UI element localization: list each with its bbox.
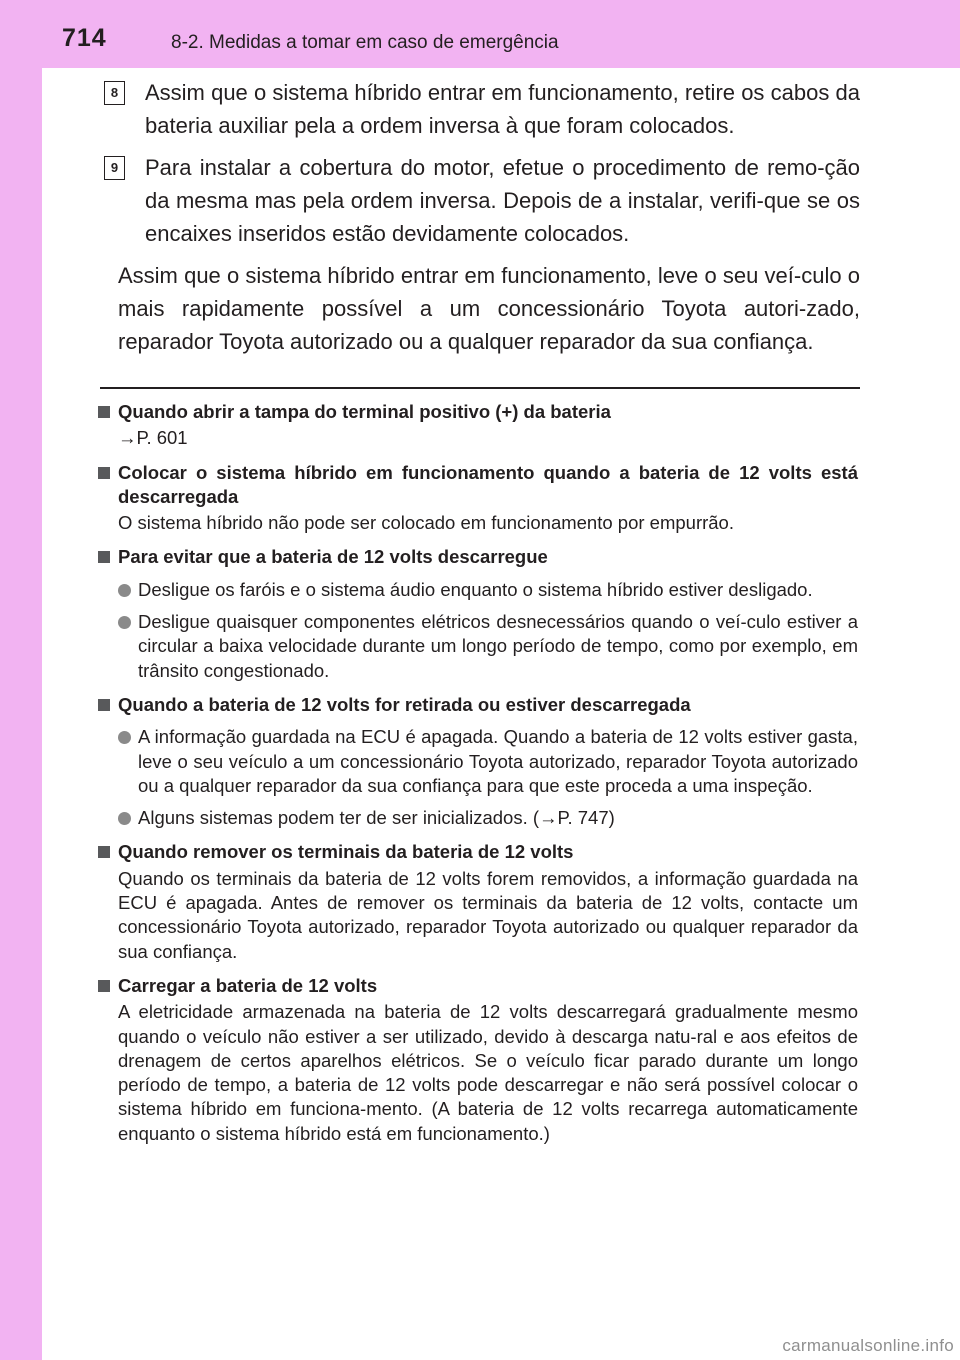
note-battery-terminal-cover: [98, 400, 858, 451]
step-number-box: 8: [104, 81, 125, 105]
left-color-band: [0, 0, 42, 1360]
procedure-steps: [104, 76, 860, 358]
section-divider: [100, 387, 860, 389]
note-body: Quando os terminais da bateria de 12 volts forem removidos, a informação guardada na ECU é apagada. Antes de remover os terminais da bateria de 12 volts, contacte um concessionário Toyota autorizado, reparador Toyota autorizado ou qualquer reparador da sua confiança.: [118, 867, 858, 962]
square-bullet-icon: [98, 551, 110, 563]
step-text: Para instalar a cobertura do motor, efetue o procedimento de remo-ção da mesma mas pela ordem inversa. Depois de a instalar, verifi-que se os encaixes inseridos estão devidamente colocados.: [145, 155, 860, 246]
round-bullet-icon: [118, 812, 131, 825]
note-title: Quando a bateria de 12 volts for retirada ou estiver descarregada: [118, 693, 691, 715]
note-body: O sistema híbrido não pode ser colocado em funcionamento por empurrão.: [118, 512, 734, 534]
bullet-item: Desligue os faróis e o sistema áudio enquanto o sistema híbrido estiver desligado.: [98, 578, 858, 602]
bullet-item: Alguns sistemas podem ter de ser inicializados. (→P. 747): [98, 806, 858, 830]
step-number-box: 9: [104, 156, 125, 180]
page-number: 714: [62, 24, 107, 52]
square-bullet-icon: [98, 699, 110, 711]
bullet-item: A informação guardada na ECU é apagada. Quando a bateria de 12 volts estiver gasta, leve o seu veículo a um concessionário Toyota autorizado, reparador Toyota autorizado ou a qualquer reparador da sua confiança para que este proceda a uma inspeção.: [98, 725, 858, 798]
note-battery-removed: [98, 693, 858, 830]
note-start-discharged: [98, 461, 858, 536]
note-remove-terminals: [98, 840, 858, 963]
note-title: Quando remover os terminais da bateria de 12 volts: [118, 841, 574, 863]
square-bullet-icon: [98, 846, 110, 858]
note-title: Quando abrir a tampa do terminal positivo (+) da bateria: [118, 401, 611, 422]
note-title: Para evitar que a bateria de 12 volts descarregue: [118, 546, 548, 568]
square-bullet-icon: [98, 980, 110, 992]
round-bullet-icon: [118, 616, 131, 629]
step-9: [104, 151, 860, 250]
closing-paragraph: Assim que o sistema híbrido entrar em funcionamento, leve o seu veí-culo o mais rapidamente possível a um concessionário Toyota autori-zado, reparador Toyota autorizado ou a qualquer reparador da sua confiança.: [118, 263, 860, 354]
note-prevent-discharge: [98, 545, 858, 682]
square-bullet-icon: [98, 467, 110, 479]
round-bullet-icon: [118, 731, 131, 744]
square-bullet-icon: [98, 406, 110, 418]
watermark: carmanualsonline.info: [782, 1336, 954, 1355]
step-text: Assim que o sistema híbrido entrar em funcionamento, retire os cabos da bateria auxiliar pela a ordem inversa à que foram colocados.: [145, 80, 860, 138]
step-8: [104, 76, 860, 142]
note-title: Carregar a bateria de 12 volts: [118, 974, 378, 996]
note-body: A eletricidade armazenada na bateria de 12 volts descarregará gradualmente mesmo quando o veículo não estiver a ser utilizado, devido à descarga natu-ral e aos efeitos de drenagem de certos aparelhos elétricos. Se o veículo ficar parado durante um longo período de tempo, a bateria de 12 volts pode descarregar e não será possível colocar o sistema híbrido em funciona-mento. (A bateria de 12 volts recarrega automaticamente enquanto o sistema híbrido está em funcionamento.): [118, 1001, 858, 1144]
note-page-reference: →P. 601: [118, 427, 188, 449]
round-bullet-icon: [118, 584, 131, 597]
section-title: 8-2. Medidas a tomar em caso de emergência: [171, 32, 559, 53]
note-title: Colocar o sistema híbrido em funcionamento quando a bateria de 12 volts está descarregada: [118, 461, 858, 507]
note-charging-battery: [98, 974, 858, 1146]
bullet-item: Desligue quaisquer componentes elétricos desnecessários quando o veí-culo estiver a circular a baixa velocidade durante um longo período de tempo, como por exemplo, em trânsito congestionado.: [98, 610, 858, 683]
notes-section: [98, 400, 858, 1156]
